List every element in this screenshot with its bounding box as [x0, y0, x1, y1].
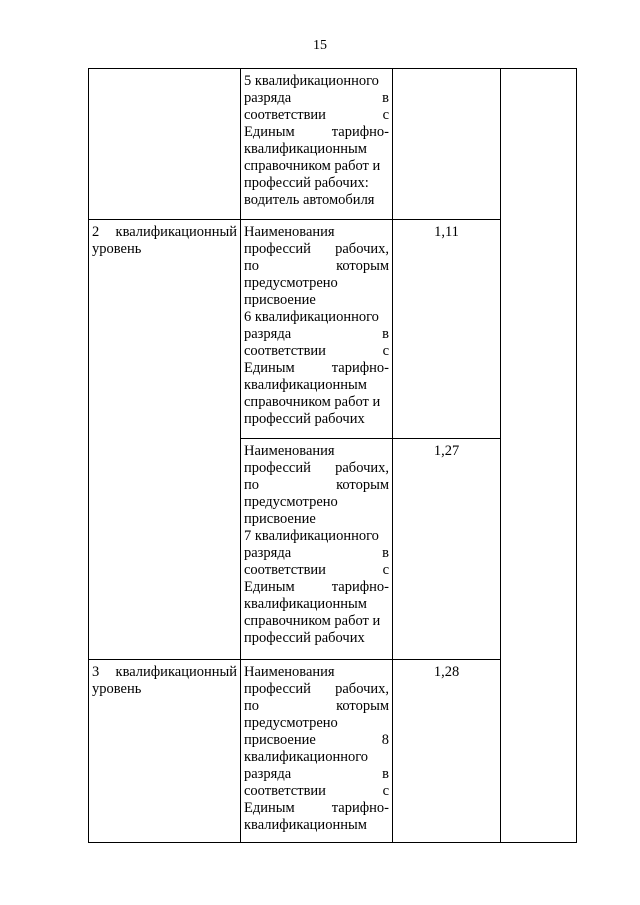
line-start: профессий [244, 460, 311, 476]
coefficient-cell [393, 69, 501, 220]
profession-line [244, 241, 389, 258]
profession-line: квалификационным [244, 141, 367, 157]
line-end: в [382, 90, 389, 106]
line-start: соответствии [244, 107, 326, 123]
profession-line [244, 681, 389, 698]
profession-line: Наименования [244, 664, 335, 680]
profession-cell [241, 439, 393, 660]
profession-line: 5 квалификационного [244, 73, 379, 89]
line-end: в [382, 766, 389, 782]
level-cell [89, 69, 241, 220]
profession-line: справочником работ и [244, 158, 381, 174]
line-start: соответствии [244, 343, 326, 359]
coefficient-cell: 1,27 [393, 439, 501, 660]
line-start: соответствии [244, 562, 326, 578]
line-end: тарифно- [331, 360, 389, 376]
profession-line: профессий рабочих: [244, 175, 369, 191]
profession-line: предусмотрено [244, 715, 338, 731]
line-start: разряда [244, 545, 292, 561]
line-end: тарифно- [331, 579, 389, 595]
line-end: квалификационный [115, 664, 237, 680]
qualification-table [88, 68, 577, 843]
profession-line [244, 360, 389, 377]
line-end: которым [336, 698, 389, 714]
profession-line: 7 квалификационного [244, 528, 379, 544]
line-end: тарифно- [331, 800, 389, 816]
profession-line [244, 460, 389, 477]
line-start: по [244, 258, 260, 274]
line-end: которым [336, 477, 389, 493]
profession-line: квалификационного [244, 749, 369, 765]
line-start: соответствии [244, 783, 326, 799]
line-end: в [382, 545, 389, 561]
level-cell [89, 220, 241, 660]
line-end: с [382, 107, 389, 123]
profession-line: справочником работ и [244, 394, 381, 410]
profession-line [244, 477, 389, 494]
line-end: в [382, 326, 389, 342]
line-end: с [382, 783, 389, 799]
profession-cell [241, 220, 393, 439]
line-start: присвоение [244, 732, 316, 748]
line-start: разряда [244, 326, 292, 342]
line-end: 8 [381, 732, 389, 748]
level-label: уровень [92, 241, 142, 257]
line-end: с [382, 562, 389, 578]
profession-line [244, 800, 389, 817]
profession-line [244, 326, 389, 343]
profession-line [244, 545, 389, 562]
line-start: профессий [244, 681, 311, 697]
line-start: по [244, 698, 260, 714]
profession-line [244, 783, 389, 800]
profession-line: присвоение [244, 511, 316, 527]
line-end: с [382, 343, 389, 359]
coefficient-cell: 1,28 [393, 660, 501, 843]
line-start: Единым [244, 360, 295, 376]
line-end: квалификационный [115, 224, 237, 240]
profession-line [244, 579, 389, 596]
line-start: 3 [92, 664, 100, 680]
profession-line: профессий рабочих [244, 630, 365, 646]
profession-line: предусмотрено [244, 275, 338, 291]
profession-line: Наименования [244, 224, 335, 240]
profession-line [244, 562, 389, 579]
line-start: Единым [244, 579, 295, 595]
level-cell [89, 660, 241, 843]
profession-line: квалификационным [244, 817, 367, 833]
line-end: рабочих, [335, 241, 389, 257]
profession-line [244, 90, 389, 107]
profession-cell [241, 660, 393, 843]
line-start: разряда [244, 766, 292, 782]
profession-line [244, 258, 389, 275]
table-row [89, 69, 577, 220]
line-start: Единым [244, 124, 295, 140]
profession-line: предусмотрено [244, 494, 338, 510]
note-cell [501, 69, 577, 843]
line-end: тарифно- [331, 124, 389, 140]
profession-line [244, 107, 389, 124]
line-end: которым [336, 258, 389, 274]
line-start: профессий [244, 241, 311, 257]
profession-line: 6 квалификационного [244, 309, 379, 325]
profession-line [244, 124, 389, 141]
profession-line: Наименования [244, 443, 335, 459]
page-number: 15 [313, 38, 327, 53]
profession-line: профессий рабочих [244, 411, 365, 427]
profession-cell [241, 69, 393, 220]
line-start: Единым [244, 800, 295, 816]
line-start: по [244, 477, 260, 493]
coefficient-cell: 1,11 [393, 220, 501, 439]
line-start: 2 [92, 224, 100, 240]
level-label [92, 224, 237, 241]
profession-line: квалификационным [244, 596, 367, 612]
level-label [92, 664, 237, 681]
line-end: рабочих, [335, 681, 389, 697]
profession-line [244, 698, 389, 715]
profession-line [244, 766, 389, 783]
level-label: уровень [92, 681, 142, 697]
profession-line: справочником работ и [244, 613, 381, 629]
profession-line [244, 343, 389, 360]
profession-line: присвоение [244, 292, 316, 308]
profession-line: водитель автомобиля [244, 192, 375, 208]
line-end: рабочих, [335, 460, 389, 476]
profession-line [244, 732, 389, 749]
line-start: разряда [244, 90, 292, 106]
profession-line: квалификационным [244, 377, 367, 393]
